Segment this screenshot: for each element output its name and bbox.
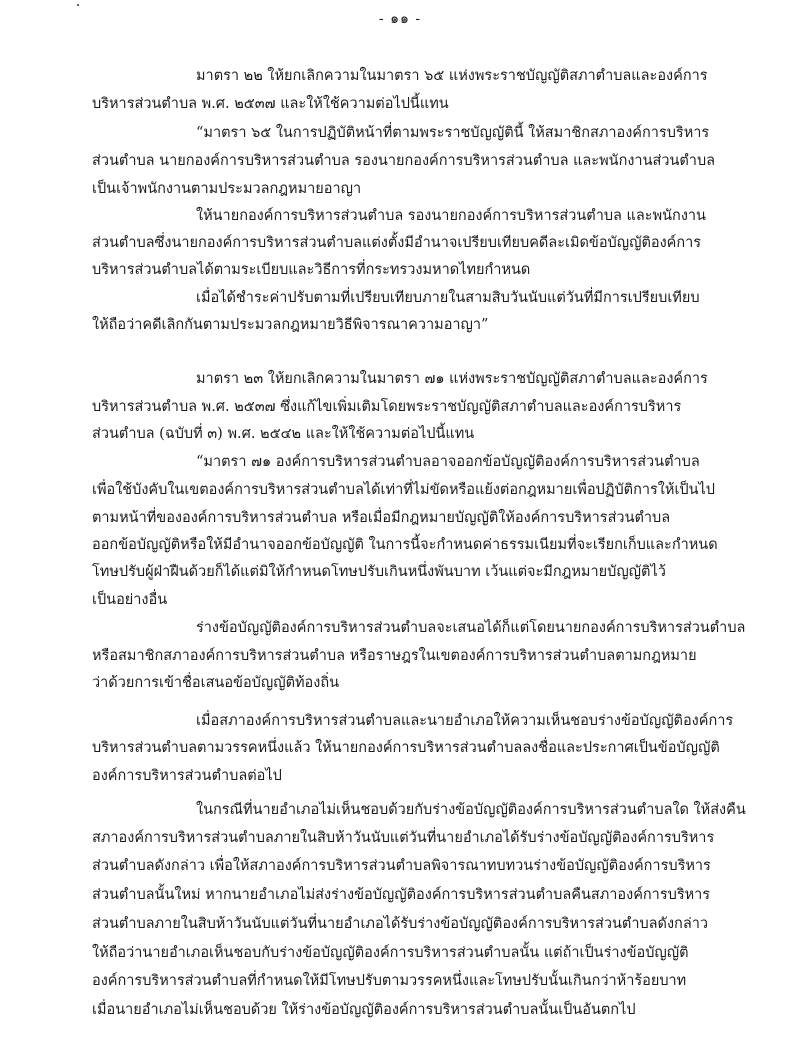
text-line: ตามหน้าที่ขององค์การบริหารส่วนตำบล หรือเมื่อมีกฎหมายบัญญัติให้องค์การบริหารส่วนตำบล <box>92 510 671 526</box>
text-line: บริหารส่วนตำบลตามวรรคหนึ่งแล้ว ให้นายกองค์การบริหารส่วนตำบลลงชื่อและประกาศเป็นข้อบัญญัติ <box>92 740 720 756</box>
text-line: ให้ถือว่านายอำเภอเห็นชอบกับร่างข้อบัญญัติองค์การบริหารส่วนตำบลนั้น แต่ถ้าเป็นร่างข้อบัญญัติ <box>92 945 689 961</box>
text-line: ให้ถือว่าคดีเลิกกันตามประมวลกฎหมายวิธีพิจารณาความอาญา” <box>92 317 489 333</box>
text-line: ส่วนตำบลนั้นใหม่ หากนายอำเภอไม่ส่งร่างข้อบัญญัติองค์การบริหารส่วนตำบลคืนสภาองค์การบริหาร <box>92 887 711 903</box>
text-line: มาตรา ๒๓ ให้ยกเลิกความในมาตรา ๗๑ แห่งพระราชบัญญัติสภาตำบลและองค์การ <box>196 371 708 387</box>
text-line: เมื่อได้ชำระค่าปรับตามที่เปรียบเทียบภายในสามสิบวันนับแต่วันที่มีการเปรียบเทียบ <box>196 290 700 306</box>
text-line: องค์การบริหารส่วนตำบลต่อไป <box>92 768 282 784</box>
page-number: - ๑๑ - <box>378 11 422 27</box>
text-line: มาตรา ๒๒ ให้ยกเลิกความในมาตรา ๖๕ แห่งพระราชบัญญัติสภาตำบลและองค์การ <box>196 68 708 84</box>
text-line: ให้นายกองค์การบริหารส่วนตำบล รองนายกองค์การบริหารส่วนตำบล และพนักงาน <box>196 208 706 224</box>
text-line: “มาตรา ๗๑ องค์การบริหารส่วนตำบลอาจออกข้อบัญญัติองค์การบริหารส่วนตำบล <box>196 454 700 470</box>
text-line: ร่างข้อบัญญัติองค์การบริหารส่วนตำบลจะเสนอได้ก็แต่โดยนายกองค์การบริหารส่วนตำบล <box>196 620 746 636</box>
text-line: ส่วนตำบล (ฉบับที่ ๓) พ.ศ. ๒๕๔๒ และให้ใช้ความต่อไปนี้แทน <box>92 426 475 442</box>
text-line: ส่วนตำบล นายกองค์การบริหารส่วนตำบล รองนายกองค์การบริหารส่วนตำบล และพนักงานส่วนตำบล <box>92 153 716 169</box>
text-line: ออกข้อบัญญัติหรือให้มีอำนาจออกข้อบัญญัติ ในการนี้จะกำหนดค่าธรรมเนียมที่จะเรียกเก็บและกำหนด <box>92 537 718 553</box>
text-line: ส่วนตำบลดังกล่าว เพื่อให้สภาองค์การบริหารส่วนตำบลพิจารณาทบทวนร่างข้อบัญญัติองค์การบริหาร <box>92 858 711 874</box>
text-line: บริหารส่วนตำบล พ.ศ. ๒๕๓๗ และให้ใช้ความต่อไปนี้แทน <box>92 96 449 112</box>
text-line: องค์การบริหารส่วนตำบลที่กำหนดให้มีโทษปรับตามวรรคหนึ่งและโทษปรับนั้นเกินกว่าห้าร้อยบาท <box>92 973 687 989</box>
text-line: ในกรณีที่นายอำเภอไม่เห็นชอบด้วยกับร่างข้อบัญญัติองค์การบริหารส่วนตำบลใด ให้ส่งคืน <box>196 802 746 818</box>
text-line: เป็นเจ้าพนักงานตามประมวลกฎหมายอาญา <box>92 181 362 197</box>
text-line: ว่าด้วยการเข้าชื่อเสนอข้อบัญญัติท้องถิ่น <box>92 675 340 691</box>
text-line: เป็นอย่างอื่น <box>92 592 168 608</box>
text-line: “มาตรา ๖๕ ในการปฏิบัติหน้าที่ตามพระราชบัญญัตินี้ ให้สมาชิกสภาองค์การบริหาร <box>196 125 710 141</box>
text-line: ส่วนตำบลซึ่งนายกองค์การบริหารส่วนตำบลแต่งตั้งมีอำนาจเปรียบเทียบคดีละเมิดข้อบัญญัติองค์การ <box>92 235 702 251</box>
text-line: บริหารส่วนตำบล พ.ศ. ๒๕๓๗ ซึ่งแก้ไขเพิ่มเติมโดยพระราชบัญญัติสภาตำบลและองค์การบริหาร <box>92 399 682 415</box>
text-line: โทษปรับผู้ฝ่าฝืนด้วยก็ได้แต่มิให้กำหนดโทษปรับเกินหนึ่งพันบาท เว้นแต่จะมีกฎหมายบัญญัติไว้ <box>92 564 666 580</box>
text-line: เพื่อใช้บังคับในเขตองค์การบริหารส่วนตำบลได้เท่าที่ไม่ขัดหรือแย้งต่อกฎหมายเพื่อปฏิบัติการให้เป็นไป <box>92 482 716 498</box>
text-line: เมื่อสภาองค์การบริหารส่วนตำบลและนายอำเภอให้ความเห็นชอบร่างข้อบัญญัติองค์การ <box>196 713 734 729</box>
text-line: บริหารส่วนตำบลได้ตามระเบียบและวิธีการที่กระทรวงมหาดไทยกำหนด <box>92 262 531 278</box>
text-line: ส่วนตำบลภายในสิบห้าวันนับแต่วันที่นายอำเภอได้รับร่างข้อบัญญัติองค์การบริหารส่วนตำบลดังกล่าว <box>92 916 709 932</box>
scan-speck <box>77 4 79 6</box>
text-line: เมื่อนายอำเภอไม่เห็นชอบด้วย ให้ร่างข้อบัญญัติองค์การบริหารส่วนตำบลนั้นเป็นอันตกไป <box>92 1002 636 1018</box>
text-line: สภาองค์การบริหารส่วนตำบลภายในสิบห้าวันนับแต่วันที่นายอำเภอได้รับร่างข้อบัญญัติองค์การบริหาร <box>92 830 715 846</box>
text-line: หรือสมาชิกสภาองค์การบริหารส่วนตำบล หรือราษฎรในเขตองค์การบริหารส่วนตำบลตามกฎหมาย <box>92 648 697 664</box>
